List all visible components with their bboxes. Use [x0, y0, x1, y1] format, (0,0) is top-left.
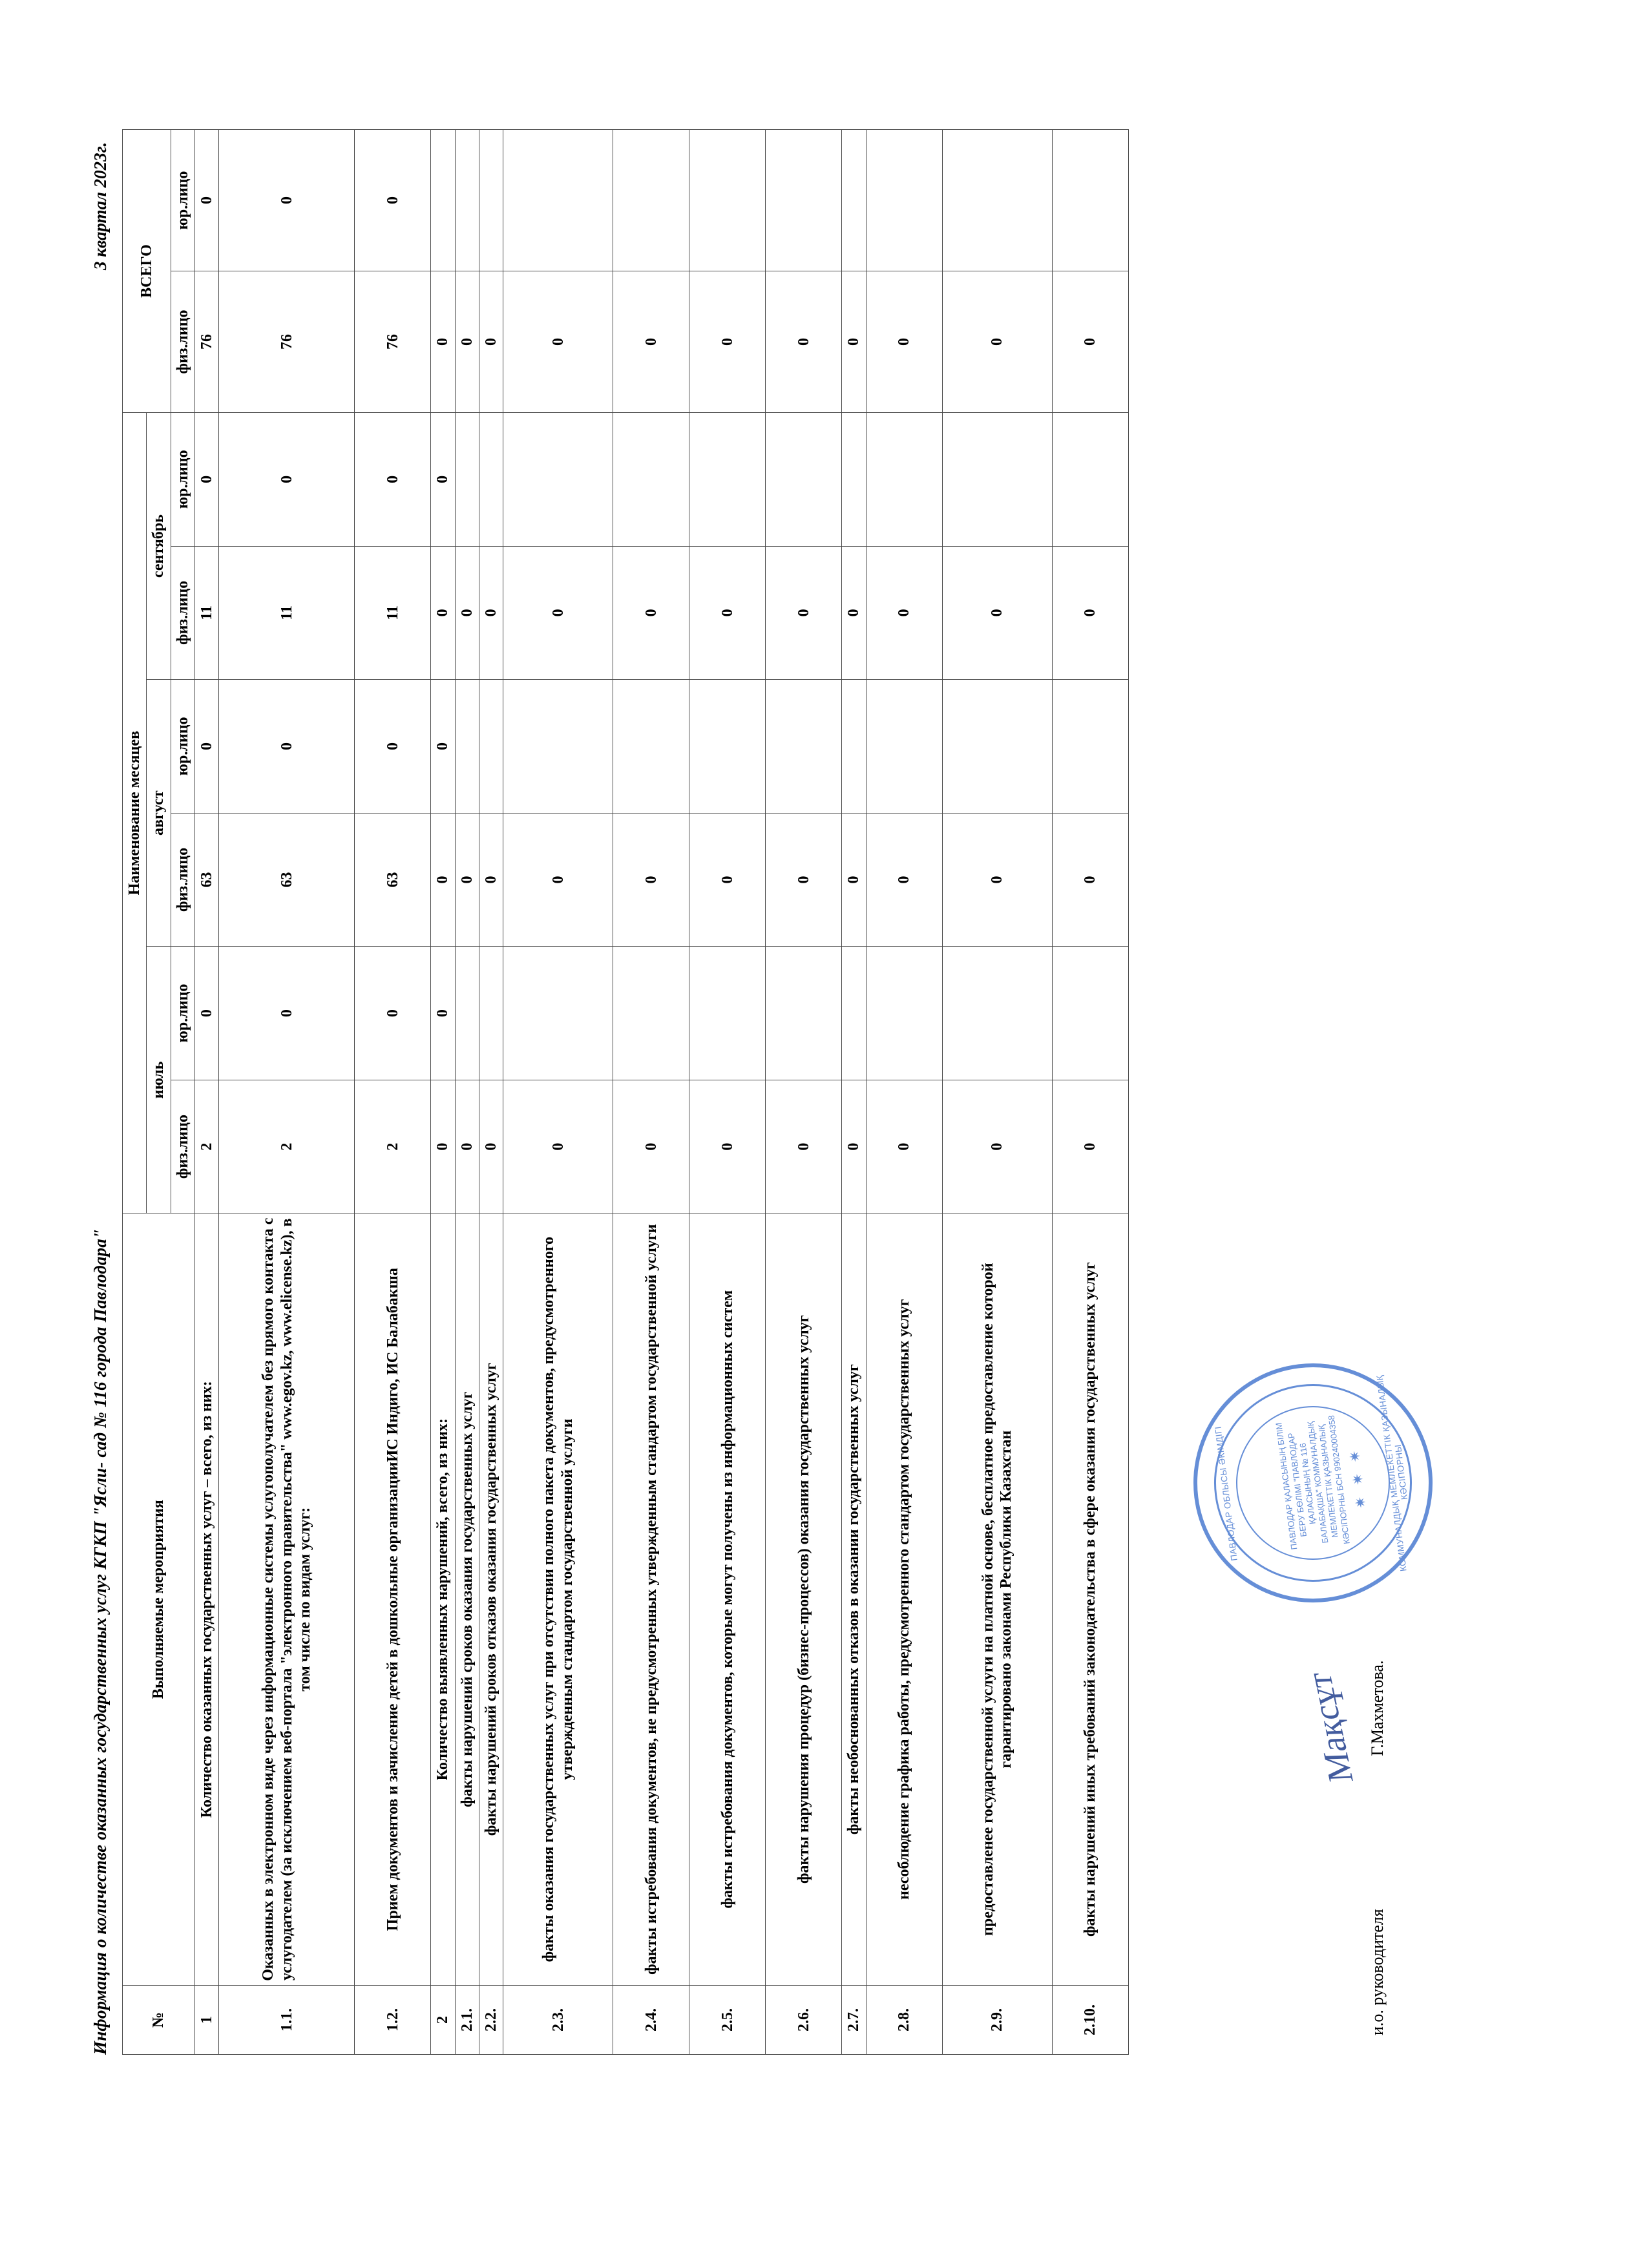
row-value-cell: [866, 130, 942, 271]
row-measure-label: факты истребования документов, не предусмотренных утвержденным стандартом государственной услуги: [613, 1213, 689, 1986]
table-row: [613, 130, 689, 2055]
row-measure-label: Прием документов и зачисление детей в дошкольные организацииИС Индиго, ИС Балабакша: [355, 1213, 431, 1986]
row-value-cell: 76: [355, 271, 431, 413]
row-measure-label: факты необоснованных отказов в оказании государственных услуг: [842, 1213, 866, 1986]
row-value-cell: [479, 680, 503, 814]
row-measure-label: факты нарушений иных требований законодательства в сфере оказания государственных услуг: [1052, 1213, 1128, 1986]
row-measure-label: Оказанных в электронном виде через информационные системы услугополучателем без прямого контакта с услугодателем (за исключением веб-портала "электронного правительства" www.egov.kz, www.elicense.kz), в том числе по видам услуг:: [219, 1213, 355, 1986]
row-value-cell: 0: [219, 947, 355, 1080]
row-value-cell: 0: [431, 813, 455, 947]
col-header-september-legal: юр.лицо: [171, 413, 194, 547]
row-value-cell: 0: [431, 271, 455, 413]
col-header-september-individual: физ.лицо: [171, 546, 194, 680]
row-value-cell: 0: [219, 680, 355, 814]
row-value-cell: [689, 680, 766, 814]
handwritten-signature: Мақсұт: [1298, 1672, 1361, 1783]
row-number: 2.8.: [866, 1986, 942, 2055]
signature-name: Г.Махметова.: [1367, 1660, 1387, 1756]
row-value-cell: 0: [942, 813, 1052, 947]
row-number: 2.2.: [479, 1986, 503, 2055]
signature-line: [1368, 1661, 1387, 2035]
row-value-cell: 0: [866, 271, 942, 413]
row-value-cell: [866, 413, 942, 547]
row-value-cell: 0: [503, 813, 613, 947]
row-value-cell: 0: [866, 1080, 942, 1213]
row-value-cell: 0: [1052, 813, 1128, 947]
row-value-cell: 0: [1052, 546, 1128, 680]
table-row: [866, 130, 942, 2055]
row-value-cell: 0: [842, 546, 866, 680]
row-value-cell: 0: [431, 413, 455, 547]
row-value-cell: 0: [766, 813, 842, 947]
official-stamp: [1179, 1350, 1445, 1616]
row-value-cell: 0: [842, 1080, 866, 1213]
table-row: [942, 130, 1052, 2055]
services-table: [122, 129, 1129, 2055]
table-row: [219, 130, 355, 2055]
row-value-cell: 2: [355, 1080, 431, 1213]
table-row: [431, 130, 455, 2055]
row-measure-label: факты нарушений сроков оказания государственных услуг: [455, 1213, 479, 1986]
row-value-cell: 0: [842, 813, 866, 947]
row-measure-label: Количество оказанных государственных услуг – всего, из них:: [194, 1213, 218, 1986]
row-value-cell: 0: [689, 813, 766, 947]
row-value-cell: 0: [942, 271, 1052, 413]
row-value-cell: 0: [766, 1080, 842, 1213]
row-value-cell: 0: [479, 1080, 503, 1213]
row-value-cell: [766, 130, 842, 271]
row-value-cell: [479, 130, 503, 271]
row-value-cell: [689, 130, 766, 271]
row-value-cell: 0: [689, 546, 766, 680]
row-measure-label: факты нарушений сроков отказов оказания государственных услуг: [479, 1213, 503, 1986]
row-value-cell: [1052, 947, 1128, 1080]
row-value-cell: [842, 947, 866, 1080]
row-value-cell: 0: [194, 947, 218, 1080]
row-value-cell: 0: [219, 130, 355, 271]
row-number: 2: [431, 1986, 455, 2055]
row-measure-label: предоставленее государственной услуги на платной основе, бесплатное предоставление которой гарантировано законами Республики Казахстан: [942, 1213, 1052, 1986]
row-value-cell: 76: [194, 271, 218, 413]
row-measure-label: факты нарушения процедур (бизнес-процессов) оказания государственных услуг: [766, 1213, 842, 1986]
row-value-cell: [942, 130, 1052, 271]
row-value-cell: [455, 413, 479, 547]
row-value-cell: 0: [431, 1080, 455, 1213]
row-value-cell: [1052, 130, 1128, 271]
row-value-cell: [842, 413, 866, 547]
row-value-cell: 0: [1052, 1080, 1128, 1213]
row-value-cell: 0: [689, 1080, 766, 1213]
row-number: 1.2.: [355, 1986, 431, 2055]
signature-block: [1174, 129, 1452, 2055]
row-value-cell: 76: [219, 271, 355, 413]
row-value-cell: 63: [194, 813, 218, 947]
row-value-cell: [613, 680, 689, 814]
row-value-cell: [1052, 413, 1128, 547]
row-value-cell: 0: [194, 680, 218, 814]
row-value-cell: 0: [503, 271, 613, 413]
row-value-cell: [479, 947, 503, 1080]
row-value-cell: [942, 680, 1052, 814]
row-value-cell: [503, 680, 613, 814]
row-value-cell: 0: [355, 413, 431, 547]
row-measure-label: несоблюдение графика работы, предусмотренного стандартом государственных услуг: [866, 1213, 942, 1986]
row-value-cell: 0: [503, 546, 613, 680]
row-value-cell: 0: [842, 271, 866, 413]
row-value-cell: [613, 130, 689, 271]
col-header-august-individual: физ.лицо: [171, 813, 194, 947]
row-value-cell: 0: [613, 1080, 689, 1213]
row-value-cell: 0: [479, 271, 503, 413]
row-value-cell: 0: [194, 130, 218, 271]
row-number: 1: [194, 1986, 218, 2055]
col-header-august-legal: юр.лицо: [171, 680, 194, 814]
row-number: 2.9.: [942, 1986, 1052, 2055]
col-header-months-group: Наименование месяцев: [123, 413, 147, 1213]
row-value-cell: [866, 947, 942, 1080]
row-value-cell: 0: [1052, 271, 1128, 413]
row-value-cell: [455, 947, 479, 1080]
row-value-cell: 0: [766, 271, 842, 413]
row-measure-label: факты истребования документов, которые могут получены из информационных систем: [689, 1213, 766, 1986]
row-number: 1.1.: [219, 1986, 355, 2055]
row-value-cell: 0: [455, 271, 479, 413]
row-value-cell: 0: [613, 271, 689, 413]
row-value-cell: 0: [431, 947, 455, 1080]
row-value-cell: [766, 413, 842, 547]
row-value-cell: 0: [689, 271, 766, 413]
row-value-cell: 0: [942, 546, 1052, 680]
row-value-cell: 0: [455, 546, 479, 680]
row-value-cell: [1052, 680, 1128, 814]
col-header-total-group: ВСЕГО: [123, 130, 171, 413]
table-row: [455, 130, 479, 2055]
row-value-cell: [455, 680, 479, 814]
row-value-cell: [455, 130, 479, 271]
row-number: 2.5.: [689, 1986, 766, 2055]
row-value-cell: [866, 680, 942, 814]
row-value-cell: [503, 413, 613, 547]
row-value-cell: [689, 947, 766, 1080]
row-value-cell: [842, 130, 866, 271]
row-value-cell: 0: [431, 680, 455, 814]
row-value-cell: 11: [219, 546, 355, 680]
stamp-center-text: ПАВЛОДАР ҚАЛАСЫНЫҢ БІЛІМ БЕРУ БӨЛІМІ "ПАВЛОДАР ҚАЛАСЫНЫҢ № 116 БАЛАБАҚША" КОММУНАЛДЫҚ МЕМЛЕКЕТТІК ҚАЗЫНАЛЫҚ КӘСІПОРНЫ БСН 990240004358: [1227, 1397, 1398, 1568]
stamp-top-text: ПАВЛОДАР ОБЛЫСЫ ӘКІМДІГІ: [1212, 1425, 1239, 1562]
col-header-month-august: август: [147, 680, 171, 947]
table-row: [194, 130, 218, 2055]
table-body: [194, 130, 1128, 2055]
col-header-july-legal: юр.лицо: [171, 947, 194, 1080]
row-number: 2.7.: [842, 1986, 866, 2055]
col-header-july-individual: физ.лицо: [171, 1080, 194, 1213]
row-value-cell: 11: [194, 546, 218, 680]
row-value-cell: 0: [866, 546, 942, 680]
row-value-cell: 63: [219, 813, 355, 947]
table-row: [766, 130, 842, 2055]
table-row: [479, 130, 503, 2055]
table-row: [689, 130, 766, 2055]
table-row: [1052, 130, 1128, 2055]
table-row: [503, 130, 613, 2055]
row-value-cell: 0: [455, 1080, 479, 1213]
col-header-num: №: [123, 1986, 195, 2055]
row-value-cell: 0: [766, 546, 842, 680]
row-value-cell: [689, 413, 766, 547]
stamp-bottom-text: КОММУНАЛДЫҚ МЕМЛЕКЕТТІК ҚАЗЫНАЛЫҚ КӘСІПОРНЫ: [1374, 1374, 1409, 1572]
row-value-cell: [942, 413, 1052, 547]
row-value-cell: 0: [503, 1080, 613, 1213]
row-value-cell: [503, 947, 613, 1080]
row-number: 2.4.: [613, 1986, 689, 2055]
row-value-cell: 0: [942, 1080, 1052, 1213]
row-value-cell: [766, 947, 842, 1080]
report-period: 3 квартал 2023г.: [90, 142, 110, 270]
col-header-measure: Выполняемые мероприятия: [123, 1213, 195, 1986]
signature-role: и.о. руководителя: [1367, 1909, 1387, 2035]
row-value-cell: 0: [455, 813, 479, 947]
stamp-stars: ✷ ✷ ✷: [1345, 1445, 1369, 1509]
row-measure-label: Количество выявленных нарушений, всего, из них:: [431, 1213, 455, 1986]
row-number: 2.6.: [766, 1986, 842, 2055]
row-value-cell: [942, 947, 1052, 1080]
document-header: [90, 129, 110, 2055]
row-value-cell: 0: [613, 813, 689, 947]
row-value-cell: 0: [479, 813, 503, 947]
row-value-cell: 0: [355, 947, 431, 1080]
table-row: [355, 130, 431, 2055]
row-value-cell: 0: [866, 813, 942, 947]
page-title: Информация о количестве оказанных государственных услуг КГКП "Ясли- сад № 116 города Павлодара": [90, 1228, 110, 2055]
row-value-cell: [613, 947, 689, 1080]
row-value-cell: 0: [194, 413, 218, 547]
row-number: 2.3.: [503, 1986, 613, 2055]
col-header-total-individual: физ.лицо: [171, 271, 194, 413]
row-value-cell: 63: [355, 813, 431, 947]
row-value-cell: [431, 130, 455, 271]
col-header-month-september: сентябрь: [147, 413, 171, 680]
row-number: 2.10.: [1052, 1986, 1128, 2055]
row-value-cell: 0: [355, 130, 431, 271]
row-value-cell: 0: [613, 546, 689, 680]
row-value-cell: 0: [431, 546, 455, 680]
row-value-cell: [766, 680, 842, 814]
row-value-cell: 2: [219, 1080, 355, 1213]
row-value-cell: 11: [355, 546, 431, 680]
row-value-cell: 2: [194, 1080, 218, 1213]
col-header-month-july: июль: [147, 947, 171, 1213]
table-row: [842, 130, 866, 2055]
row-value-cell: [503, 130, 613, 271]
row-value-cell: [479, 413, 503, 547]
row-measure-label: факты оказания государственных услуг при отсутствии полного пакета документов, предусмотренного утвержденным стандартом государственной услуги: [503, 1213, 613, 1986]
row-value-cell: 0: [479, 546, 503, 680]
row-value-cell: [842, 680, 866, 814]
row-number: 2.1.: [455, 1986, 479, 2055]
row-value-cell: [613, 413, 689, 547]
row-value-cell: 0: [355, 680, 431, 814]
row-value-cell: 0: [219, 413, 355, 547]
table-header-row-1: [123, 130, 147, 2055]
col-header-total-legal: юр.лицо: [171, 130, 194, 271]
